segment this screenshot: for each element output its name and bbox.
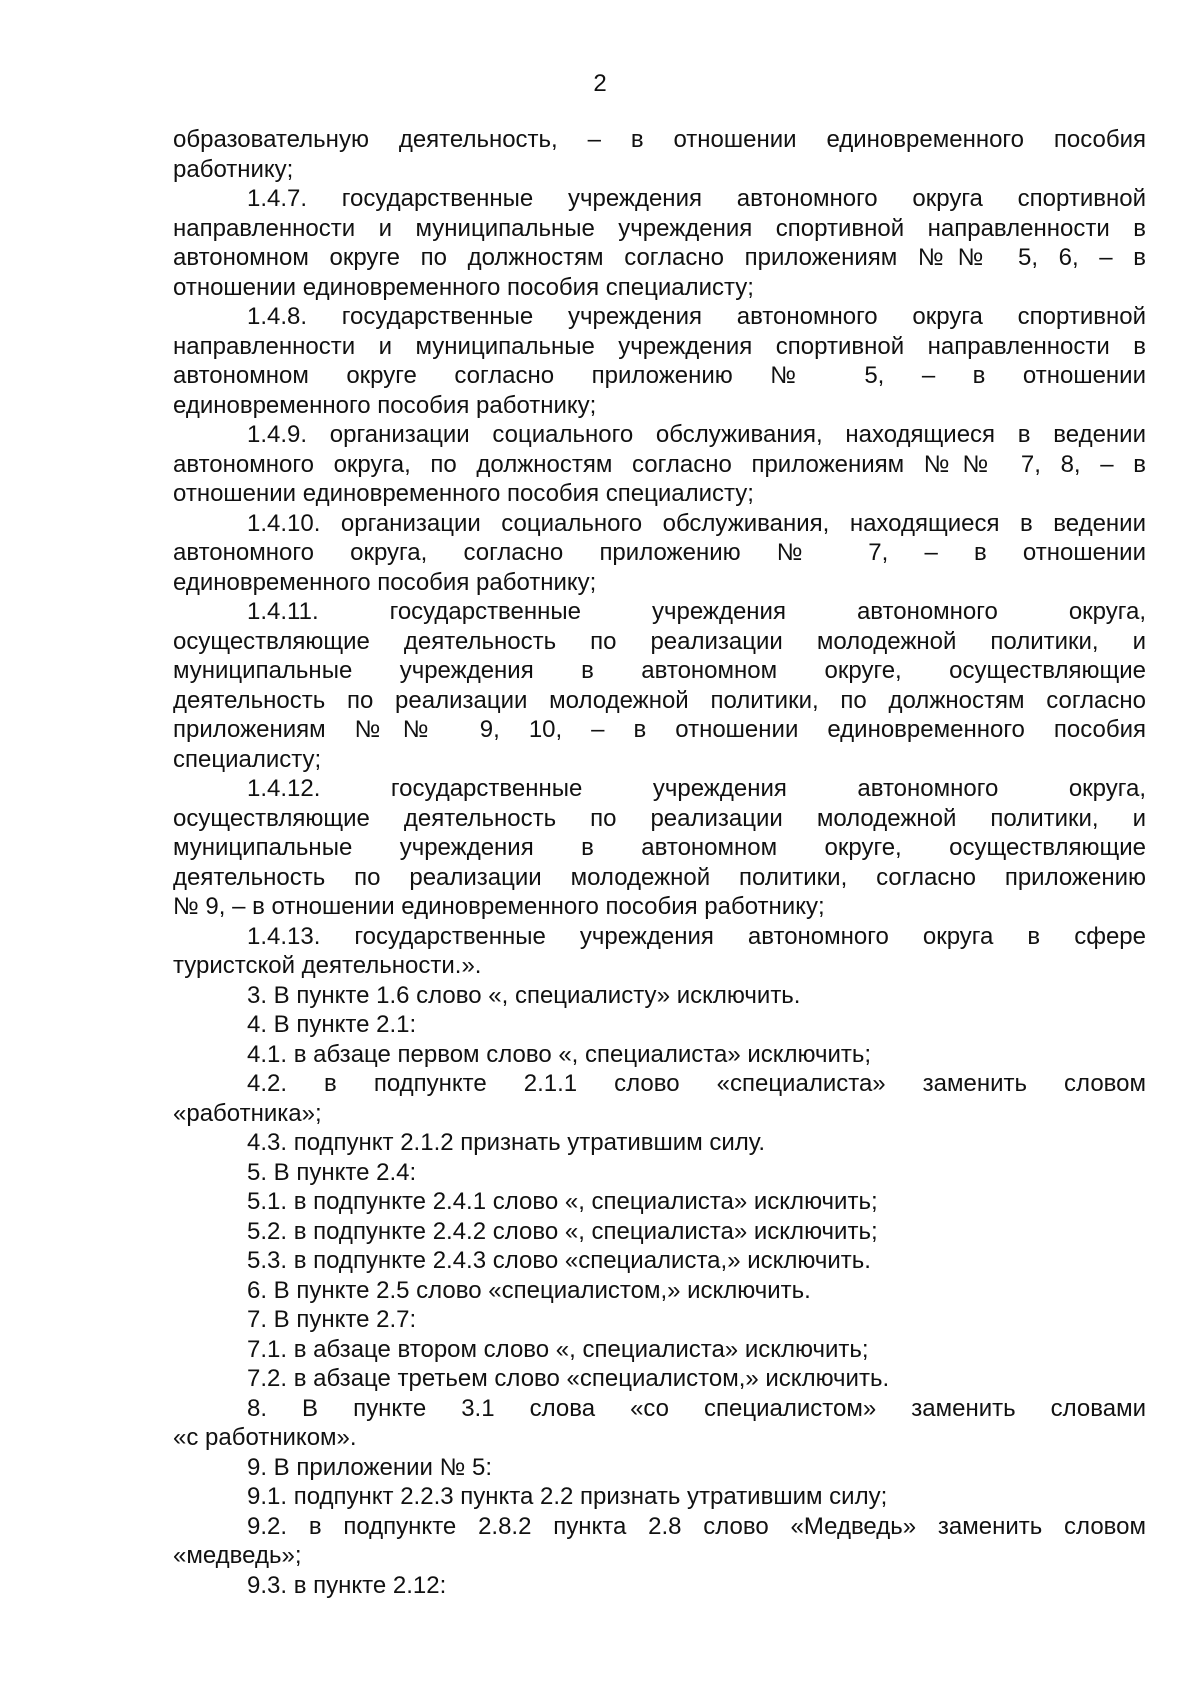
text-line: 5.3. в подпункте 2.4.3 слово «специалиста,» исключить. [247, 1247, 871, 1274]
text-line: 4. В пункте 2.1: [247, 1011, 417, 1038]
page-number: 2 [593, 70, 607, 97]
text-line: 4.1. в абзаце первом слово «, специалиста» исключить; [247, 1040, 872, 1068]
text-line: 3. В пункте 1.6 слово «, специалисту» исключить. [247, 981, 801, 1009]
text-line: автономного округа, по должностям согласно приложениям №№ 7, 8, – в [173, 450, 1146, 478]
text-line: 9.2. в подпункте 2.8.2 пункта 2.8 слово «Медведь» заменить словом [247, 1512, 1146, 1540]
text-line: 9.1. подпункт 2.2.3 пункта 2.2 признать утратившим силу; [247, 1483, 888, 1510]
document-body [173, 125, 1146, 1600]
text-line: 1.4.7. государственные учреждения автономного округа спортивной [247, 185, 1146, 212]
text-line: «работника»; [173, 1099, 322, 1127]
text-line: муниципальные учреждения в автономном округе, осуществляющие [173, 834, 1146, 861]
text-line: 8. В пункте 3.1 слова «со специалистом» заменить словами [247, 1394, 1146, 1422]
text-line: 5.1. в подпункте 2.4.1 слово «, специалиста» исключить; [247, 1188, 878, 1215]
text-line: приложениям №№ 9, 10, – в отношении единовременного пособия [173, 716, 1146, 743]
text-line: осуществляющие деятельность по реализации молодежной политики, и [173, 627, 1146, 655]
text-line: деятельность по реализации молодежной политики, согласно приложению [173, 863, 1146, 891]
text-line: направленности и муниципальные учреждения спортивной направленности в [173, 214, 1146, 242]
text-line: деятельность по реализации молодежной политики, по должностям согласно [173, 686, 1146, 714]
text-line: 9. В приложении № 5: [247, 1453, 493, 1481]
text-line: 7.2. в абзаце третьем слово «специалистом,» исключить. [247, 1365, 890, 1392]
text-line: 4.3. подпункт 2.1.2 признать утратившим силу. [247, 1129, 766, 1156]
text-line: 9.3. в пункте 2.12: [247, 1571, 447, 1599]
text-line: автономном округе по должностям согласно приложениям №№ 5, 6, – в [173, 244, 1146, 271]
text-line: 1.4.8. государственные учреждения автономного округа спортивной [247, 303, 1146, 330]
text-line: 1.4.12. государственные учреждения автономного округа, [247, 775, 1146, 802]
text-line: 6. В пункте 2.5 слово «специалистом,» исключить. [247, 1276, 811, 1304]
text-line: отношении единовременного пособия специалисту; [173, 273, 754, 301]
text-line: автономного округа, согласно приложению № 7, – в отношении [173, 539, 1146, 566]
text-line: 7.1. в абзаце втором слово «, специалиста» исключить; [247, 1335, 869, 1363]
text-line: 1.4.13. государственные учреждения автономного округа в сфере [247, 922, 1146, 950]
text-line: единовременного пособия работнику; [173, 391, 597, 419]
text-line: муниципальные учреждения в автономном округе, осуществляющие [173, 657, 1146, 684]
text-line: 7. В пункте 2.7: [247, 1306, 417, 1333]
text-line: 4.2. в подпункте 2.1.1 слово «специалиста» заменить словом [247, 1070, 1146, 1097]
text-line: автономном округе согласно приложению № 5, – в отношении [173, 362, 1146, 389]
text-line: 1.4.9. организации социального обслуживания, находящиеся в ведении [247, 421, 1146, 448]
text-line: 5. В пункте 2.4: [247, 1158, 417, 1186]
text-line: 5.2. в подпункте 2.4.2 слово «, специалиста» исключить; [247, 1217, 878, 1245]
text-line: № 9, – в отношении единовременного пособия работнику; [173, 893, 825, 920]
text-line: 1.4.11. государственные учреждения автономного округа, [247, 598, 1146, 625]
text-line: отношении единовременного пособия специалисту; [173, 480, 754, 507]
text-line: единовременного пособия работнику; [173, 568, 597, 596]
text-line: специалисту; [173, 745, 322, 773]
text-line: направленности и муниципальные учреждения спортивной направленности в [173, 332, 1146, 360]
text-line: осуществляющие деятельность по реализации молодежной политики, и [173, 804, 1146, 832]
text-line: туристской деятельности.». [173, 952, 482, 979]
text-line: работнику; [173, 155, 294, 183]
text-line: 1.4.10. организации социального обслуживания, находящиеся в ведении [247, 509, 1146, 537]
text-line: «с работником». [173, 1424, 357, 1451]
text-line: «медведь»; [173, 1542, 302, 1569]
text-line: образовательную деятельность, – в отношении единовременного пособия [173, 126, 1146, 153]
